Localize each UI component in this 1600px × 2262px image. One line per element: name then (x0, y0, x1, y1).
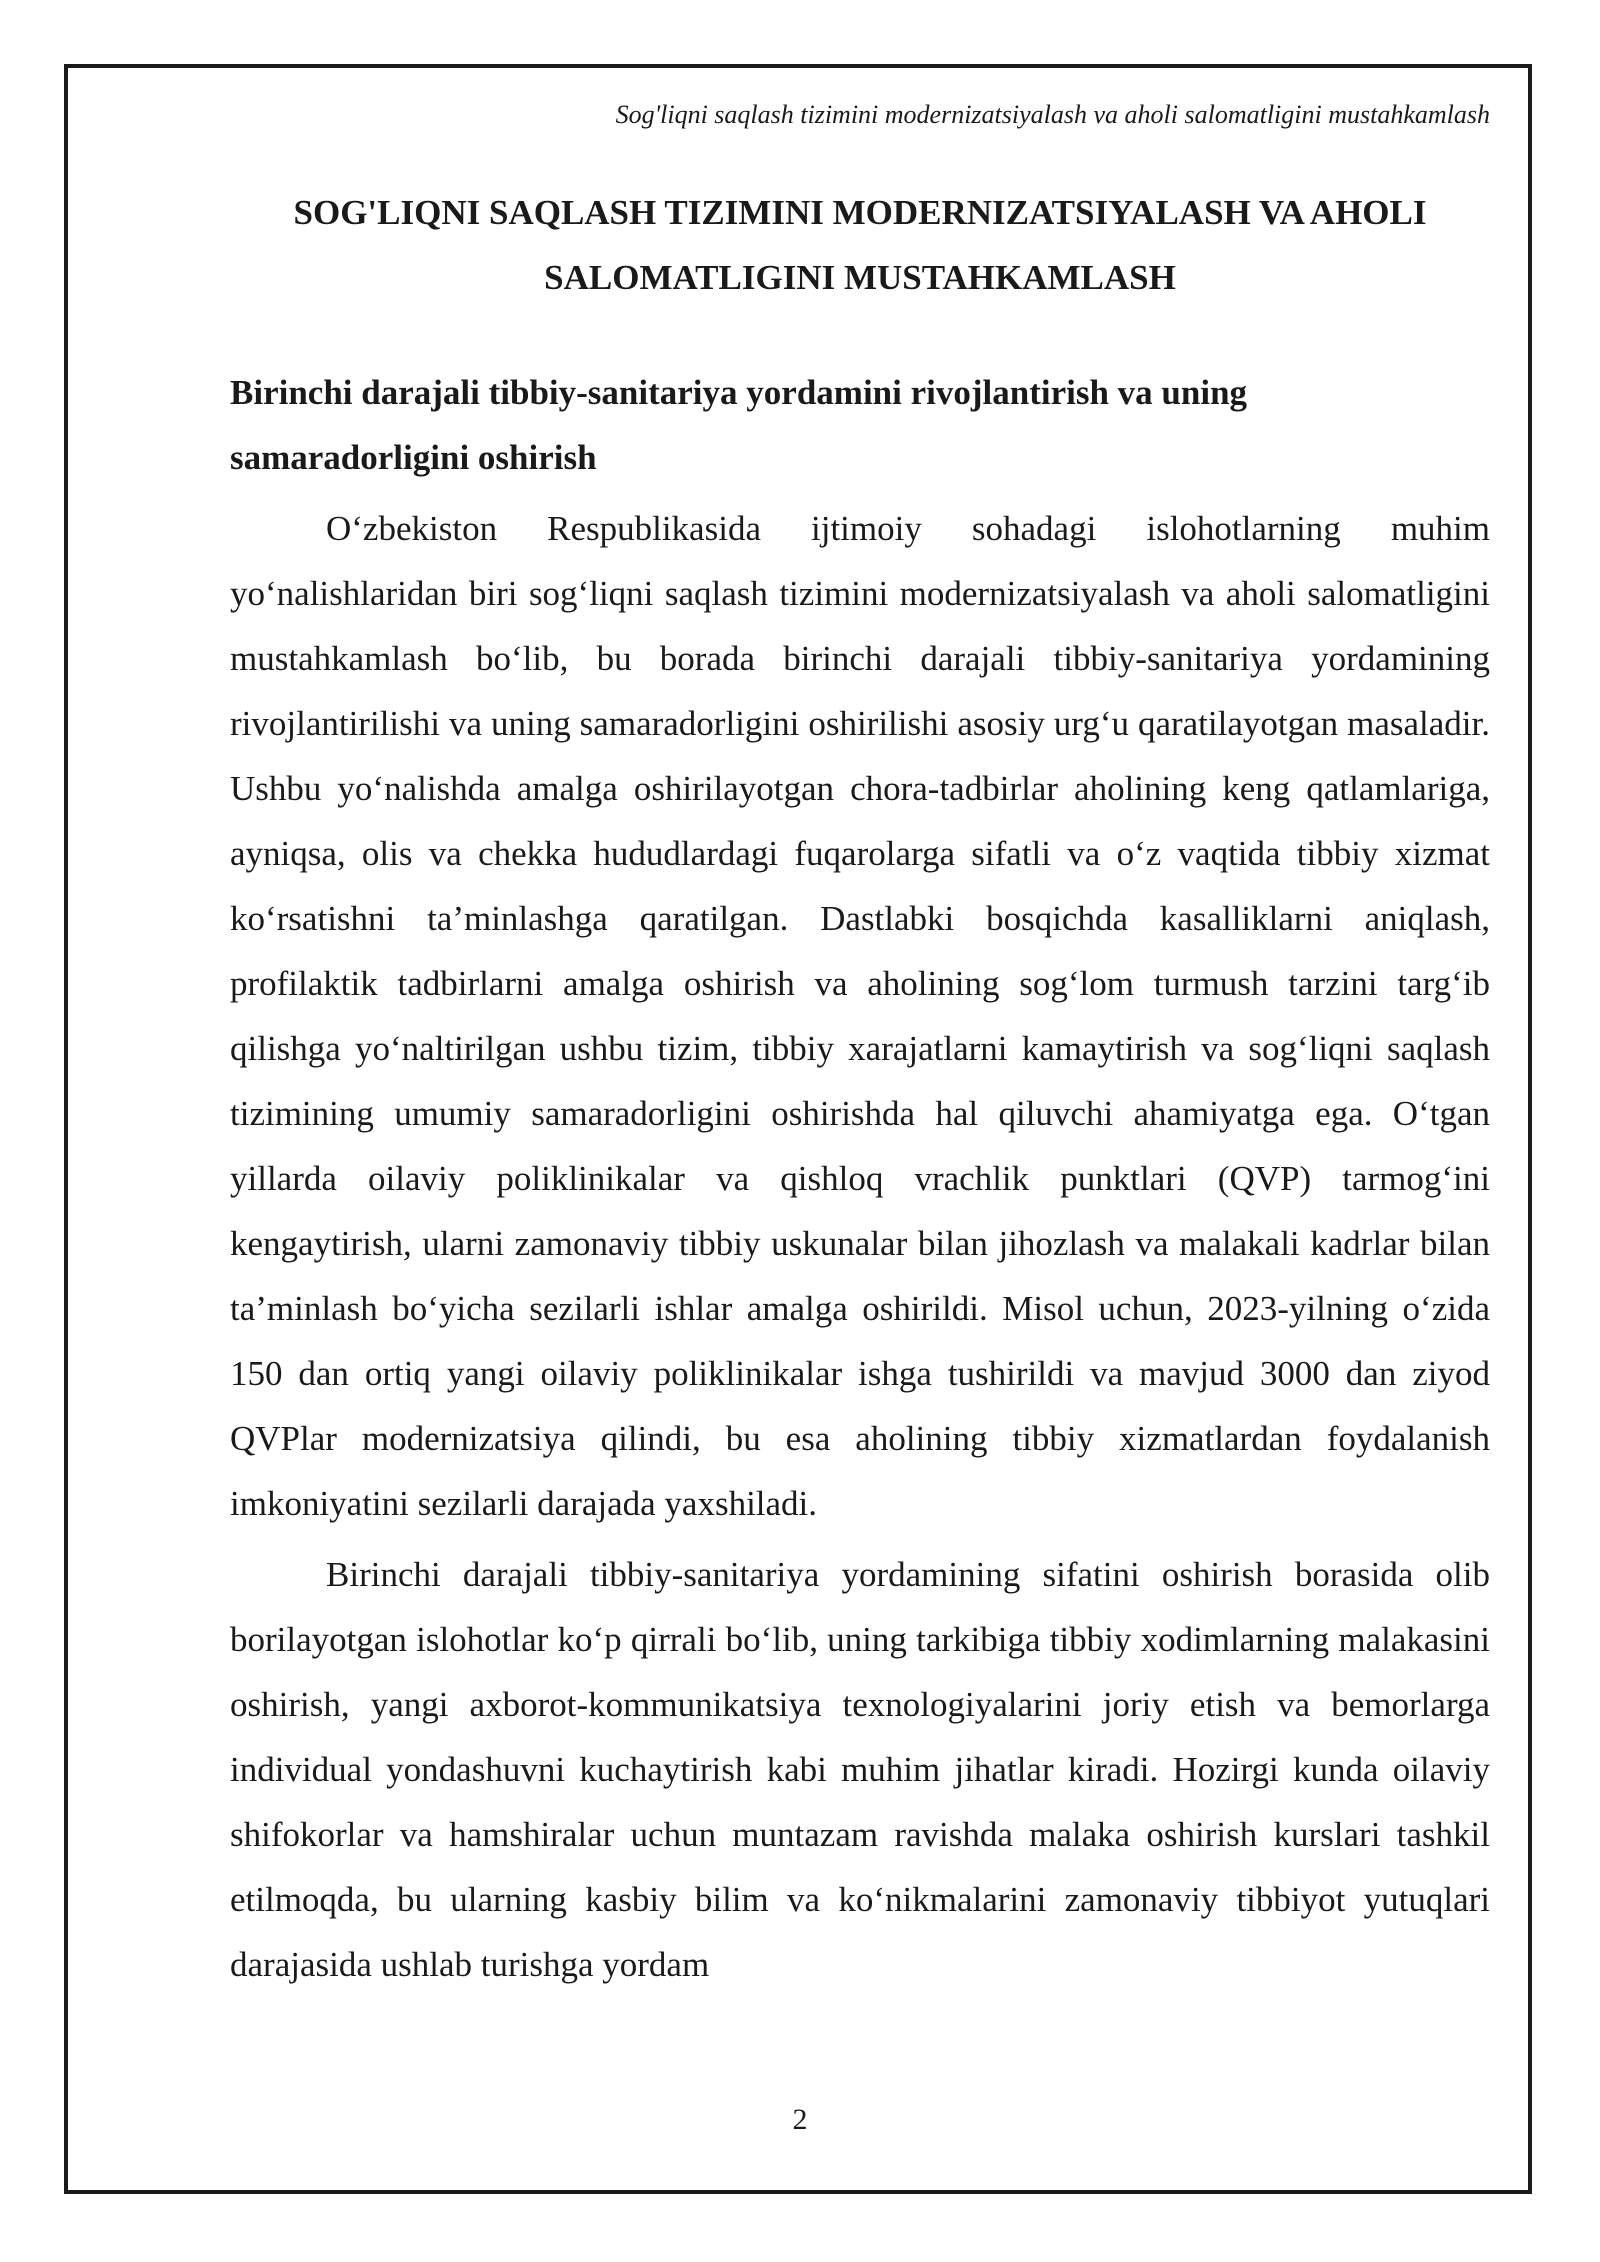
paragraph-2: Birinchi darajali tibbiy-sanitariya yordamining sifatini oshirish borasida olib borilayotgan islohotlar ko‘p qirrali bo‘lib, uning tarkibiga tibbiy xodimlarning malakasini oshirish, yangi axborot-kommunikatsiya texnologiyalarini joriy etish va bemorlarga individual yondashuvni kuchaytirish kabi muhim jihatlar kiradi. Hozirgi kunda oilaviy shifokorlar va hamshiralar uchun muntazam ravishda malaka oshirish kurslari tashkil etilmoqda, bu ularning kasbiy bilim va ko‘nikmalarini zamonaviy tibbiyot yutuqlari darajasida ushlab turishga yordam (230, 1555, 1490, 1984)
paragraph-1: O‘zbekiston Respublikasida ijtimoiy sohadagi islohotlarning muhim yo‘nalishlaridan biri sog‘liqni saqlash tizimini modernizatsiyalash va aholi salomatligini mustahkamlash bo‘lib, bu borada birinchi darajali tibbiy-sanitariya yordamining rivojlantirilishi va uning samaradorligini oshirilishi asosiy urg‘u qaratilayotgan masaladir. Ushbu yo‘nalishda amalga oshirilayotgan chora-tadbirlar aholining keng qatlamlariga, ayniqsa, olis va chekka hududlardagi fuqarolarga sifatli va o‘z vaqtida tibbiy xizmat ko‘rsatishni ta’minlashga qaratilgan. Dastlabki bosqichda kasalliklarni aniqlash, profilaktik tadbirlarni amalga oshirish va aholining sog‘lom turmush tarzini targ‘ib qilishga yo‘naltirilgan ushbu tizim, tibbiy xarajatlarni kamaytirish va sog‘liqni saqlash tizimining umumiy samaradorligini oshirishda hal qiluvchi ahamiyatga ega. O‘tgan yillarda oilaviy poliklinikalar va qishloq vrachlik punktlari (QVP) tarmog‘ini kengaytirish, ularni zamonaviy tibbiy uskunalar bilan jihozlash va malakali kadrlar bilan ta’minlash bo‘yicha sezilarli ishlar amalga oshirildi. Misol uchun, 2023-yilning o‘zida 150 dan ortiq yangi oilaviy poliklinikalar ishga tushirildi va mavjud 3000 dan ziyod QVPlar modernizatsiya qilindi, bu esa aholining tibbiy xizmatlardan foydalanish imkoniyatini sezilarli darajada yaxshiladi. (230, 509, 1490, 1523)
document-title: SOG'LIQNI SAQLASH TIZIMINI MODERNIZATSIYALASH VA AHOLI SALOMATLIGINI MUSTAHKAMLASH (293, 193, 1427, 297)
section-heading: Birinchi darajali tibbiy-sanitariya yordamini rivojlantirish va uning samaradorligini oshirish (230, 373, 1248, 477)
running-header: Sog'liqni saqlash tizimini modernizatsiyalash va aholi salomatligini mustahkamlash (615, 100, 1490, 129)
page-number: 2 (792, 2103, 808, 2136)
document-body (230, 180, 1490, 1997)
